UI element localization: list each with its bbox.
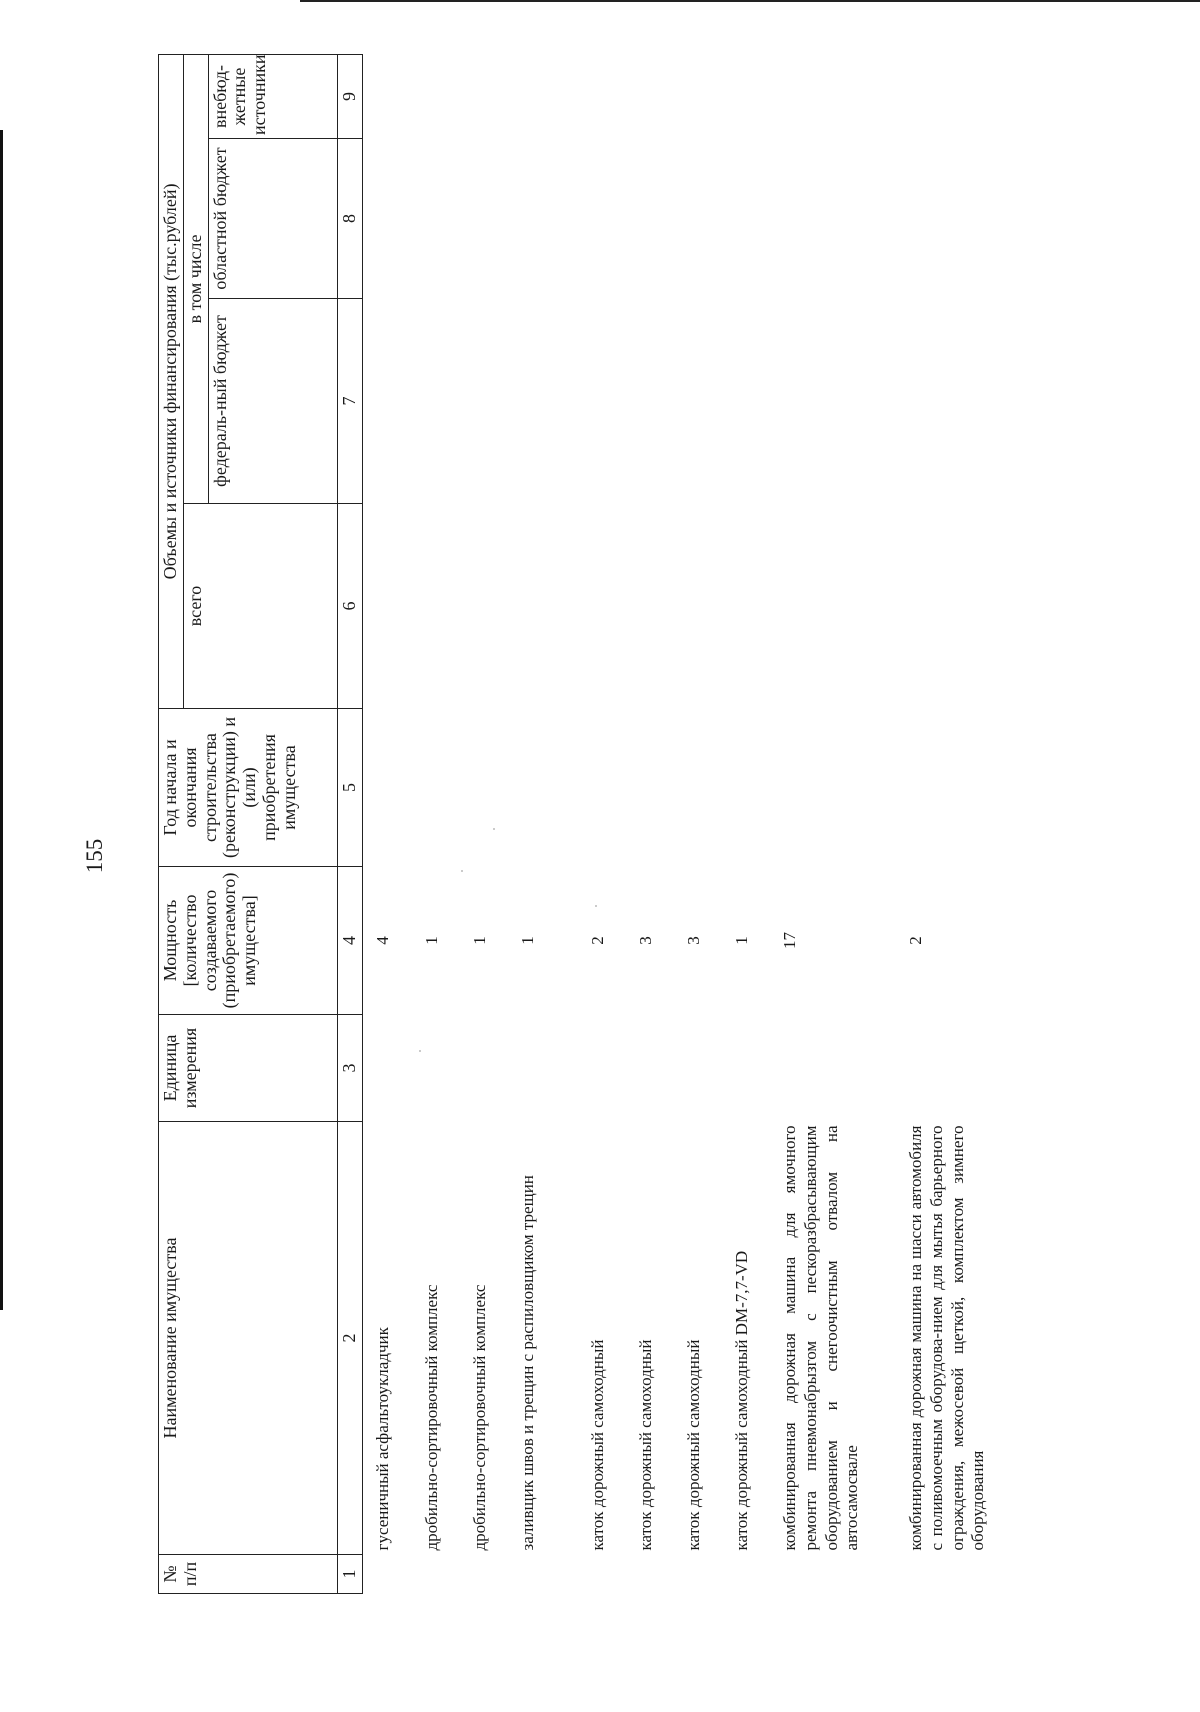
column-number: 6 — [337, 504, 362, 709]
column-number: 2 — [337, 1122, 362, 1555]
header-regional: областной бюджет — [208, 139, 337, 299]
page-number: 155 — [82, 838, 107, 874]
table-row — [770, 54, 896, 1593]
item-quantity: 2 — [588, 936, 608, 945]
table-row — [362, 54, 412, 1593]
item-name: дробильно-сортировочный комплекс — [422, 1284, 442, 1551]
item-quantity: 17 — [780, 932, 800, 949]
column-number: 7 — [337, 299, 362, 504]
table-row — [578, 54, 626, 1593]
header-extra: внебюд-жетные источники — [208, 54, 337, 138]
item-quantity: 3 — [684, 936, 704, 945]
header-unit: Единица измерения — [159, 1015, 338, 1122]
header-funding: Объемы и источники финансирования (тыс.рублей) — [159, 54, 184, 708]
table-row — [626, 54, 674, 1593]
header-including: в том числе — [183, 54, 208, 503]
item-quantity: 3 — [636, 936, 656, 945]
item-quantity: 1 — [732, 936, 752, 945]
header-total: всего — [183, 504, 337, 709]
item-name: каток дорожный самоходный — [684, 1339, 704, 1551]
table-row — [508, 54, 578, 1593]
column-number: 5 — [337, 709, 362, 867]
item-name: заливщик швов и трещин с распиловщиком трещин — [518, 1175, 538, 1551]
property-table — [158, 54, 1016, 1594]
column-number: 4 — [337, 867, 362, 1015]
item-quantity: 1 — [518, 936, 538, 945]
header-federal: федераль-ный бюджет — [208, 299, 337, 504]
table-row — [722, 54, 770, 1593]
item-quantity: 4 — [372, 936, 392, 945]
item-name: каток дорожный самоходный DM-7,7-VD — [732, 1250, 752, 1551]
item-quantity: 2 — [906, 936, 926, 945]
column-number: 8 — [337, 139, 362, 299]
column-number: 1 — [337, 1555, 362, 1594]
header-name: Наименование имущества — [159, 1122, 338, 1555]
header-capacity: Мощность [количество создаваемого (приобретаемого) имущества] — [159, 867, 338, 1015]
table-row — [896, 54, 1016, 1593]
item-name: каток дорожный самоходный — [588, 1339, 608, 1551]
item-name: комбинированная дорожная машина для ямочного ремонта пневмонабрызгом с пескоразбрасывающим оборудованием и снегоочистным отвалом на автосамосвале — [780, 1125, 862, 1551]
table-row — [412, 54, 460, 1593]
header-num: № п/п — [159, 1555, 338, 1594]
table-row — [674, 54, 722, 1593]
item-name: комбинированная дорожная машина на шасси автомобиля с поливомоечным оборудова-нием для мытья барьерного ограждения, межосевой щеткой, комплектом зимнего оборудования — [906, 1125, 988, 1551]
item-quantity: 1 — [470, 936, 490, 945]
item-name: каток дорожный самоходный — [636, 1339, 656, 1551]
item-name: дробильно-сортировочный комплекс — [470, 1284, 490, 1551]
header-years: Год начала и окончания строительства (реконструкции) и (или) приобретения имущества — [159, 709, 338, 867]
column-number: 3 — [337, 1015, 362, 1122]
column-number: 9 — [337, 54, 362, 138]
table-row — [460, 54, 508, 1593]
item-quantity: 1 — [422, 936, 442, 945]
item-name: гусеничный асфальтоукладчик — [372, 1327, 392, 1551]
column-number-row — [337, 54, 362, 1593]
